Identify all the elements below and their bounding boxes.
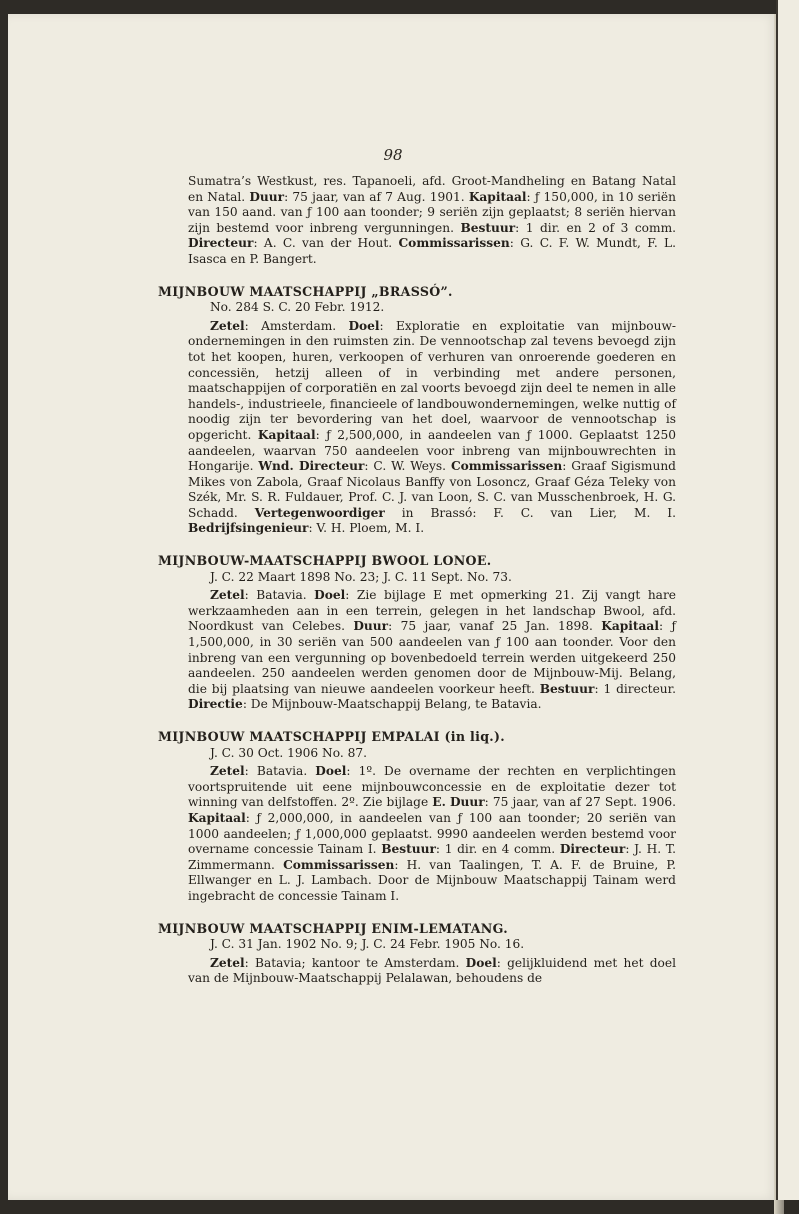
text-run: : J. H. T. Zimmermann.	[188, 842, 676, 872]
text-run: : 1 dir. en 2 of 3 comm.	[515, 220, 677, 235]
entry-meta: No. 284 S. C. 20 Febr. 1912.	[210, 300, 385, 315]
entry-heading-enim-lematang: MIJNBOUW MAATSCHAPPIJ ENIM-LEMATANG.	[158, 920, 508, 936]
text-run: : Zie bijlage E met opmerking 21. Zij vangt hare werkzaamheden aan in een terrein, gelegen in het landschap Bwool, afd. Noordkust van Celebes.	[188, 588, 676, 634]
text-run: : 75 jaar, vanaf 25 Jan. 1898.	[388, 619, 602, 634]
label-bestuur: Bestuur	[539, 681, 595, 696]
book-page	[8, 14, 778, 1200]
entry-body-bwool-lonoe	[188, 588, 676, 713]
text-run: : Graaf Sigismund Mikes von Zabola, Graaf Nicolaus Banffy von Losoncz, Graaf Géza Teleky von Szék, Mr. S. R. Fuldauer, Prof. C. J. van Loon, S. C. van Musschenbroek, H. G. Schadd.	[188, 459, 676, 520]
label-kapitaal: Kapitaal	[468, 189, 527, 204]
text-run: : gelijkluidend met het doel van de Mijnbouw-Maatschappij Pelalawan, behoudens de	[188, 955, 677, 986]
text-run: Sumatra’s Westkust, res. Tapanoeli, afd. Groot-Mandheling en Batang Natal en Natal.	[188, 174, 676, 204]
label-wnd-directeur: Wnd. Directeur	[258, 459, 365, 474]
label-bedrijfsingenieur: Bedrijfsingenieur	[188, 521, 309, 536]
text-run: : ƒ 2,500,000, in aandeelen van ƒ 1000. Geplaatst 1250 aandeelen, waarvan 750 aandeelen voor inbreng van mijnbouwrechten in Hongarije.	[188, 427, 676, 474]
label-zetel: Zetel	[210, 764, 245, 779]
label-bestuur: Bestuur	[381, 842, 436, 857]
entry-heading-empalai: MIJNBOUW MAATSCHAPPIJ EMPALAI (in liq.).	[158, 729, 505, 744]
text-run: : Batavia; kantoor te Amsterdam.	[244, 955, 466, 970]
label-kapitaal: Kapitaal	[601, 619, 659, 634]
label-doel: Doel	[315, 764, 347, 779]
entry-heading-brasso: MIJNBOUW MAATSCHAPPIJ „BRASSÓ”.	[158, 283, 453, 299]
entry-body-enim-lematang	[188, 956, 676, 987]
label-commissarissen: Commissarissen	[283, 857, 395, 872]
label-duur: Duur	[353, 619, 389, 634]
label-doel: Doel	[314, 588, 346, 603]
label-bijlage-e: E.	[432, 795, 446, 810]
label-commissarissen: Commissarissen	[398, 236, 510, 251]
label-vertegenwoordiger: Vertegenwoordiger	[254, 505, 385, 520]
text-run: : Batavia.	[244, 588, 315, 603]
label-zetel: Zetel	[210, 955, 245, 970]
entry-meta: J. C. 31 Jan. 1902 No. 9; J. C. 24 Febr. 1905 No. 16.	[210, 937, 525, 952]
text-run: : C. W. Weys.	[364, 459, 451, 474]
text-run: : ƒ 2,000,000, in aandeelen van ƒ 100 aan toonder; 20 seriën van 1000 aandeelen; ƒ 1,000,000 geplaatst. 9990 aandeelen werden bestemd voor overname concessie Tainam I.	[188, 810, 676, 857]
entry-body-brasso	[188, 319, 676, 537]
page-number: 98	[383, 146, 403, 164]
intro-paragraph	[188, 174, 676, 268]
text-run: : G. C. F. W. Mundt, F. L. Isasca en P. Bangert.	[188, 236, 677, 266]
label-bestuur: Bestuur	[460, 220, 516, 235]
page-content	[158, 174, 677, 987]
text-run: : De Mijnbouw-Maatschappij Belang, te Batavia.	[242, 697, 542, 712]
label-doel: Doel	[348, 318, 380, 333]
entry-meta: J. C. 22 Maart 1898 No. 23; J. C. 11 Sept. No. 73.	[210, 569, 512, 584]
entry-meta: J. C. 30 Oct. 1906 No. 87.	[210, 745, 367, 760]
text-run: : H. van Taalingen, T. A. F. de Bruine, P. Ellwanger en L. J. Lambach. Door de Mijnbouw Maatschappij Tainam werd ingebracht de concessie Tainam I.	[188, 857, 676, 903]
label-directie: Directie	[188, 697, 243, 712]
text-run: : Amsterdam.	[244, 318, 349, 333]
entry-body-empalai	[188, 764, 676, 904]
label-zetel: Zetel	[210, 588, 245, 603]
text-run: : A. C. van der Hout.	[253, 236, 399, 251]
text-run: : 1º. De overname der rechten en verplichtingen voortspruitende uit eene mijnbouwconcessie en de exploitatie dezer tot winning van delfstoffen. 2º. Zie bijlage	[188, 764, 676, 810]
text-run: in Brassó: F. C. van Lier, M. I.	[384, 505, 676, 520]
text-run: : ƒ 1,500,000, in 30 seriën van 500 aandeelen van ƒ 100 aan toonder. Voor den inbreng van een vergunning op bovenbedoeld terrein werden uitgekeerd 250 aandeelen. 250 aandeelen werden genomen door de Mijnbouw-Mij. Belang, die bij plaatsing van nieuwe aandeelen voorkeur heeft.	[188, 619, 676, 696]
label-commissarissen: Commissarissen	[450, 459, 563, 474]
label-directeur: Directeur	[188, 236, 254, 251]
text-run: : 1 dir. en 4 comm.	[435, 842, 560, 857]
label-kapitaal: Kapitaal	[188, 810, 246, 825]
label-zetel: Zetel	[210, 318, 245, 333]
label-directeur: Directeur	[559, 842, 626, 857]
text-run: : Exploratie en exploitatie van mijnbouw-ondernemingen in den ruimsten zin. De vennootschap zal tevens bevoegd zijn tot het koopen, huren, verkoopen of verhuren van onroerende goederen en concessiën, hetzij alleen of in verbinding met andere personen, maatschappijen of corporatiën en zal voorts bevoegd zijn deel te nemen in alle handels-, industrieele, financieele of landbouwondernemingen, welke nuttig of noodig zijn ter bevordering van het doel, waarvoor de vennootschap is opgericht.	[188, 318, 676, 442]
label-duur: Duur	[249, 189, 285, 204]
label-kapitaal: Kapitaal	[257, 427, 316, 442]
text-run: : 75 jaar, van af 27 Sept. 1906.	[484, 795, 676, 810]
entry-heading-bwool-lonoe: MIJNBOUW-MAATSCHAPPIJ BWOOL LONOE.	[158, 553, 492, 569]
label-doel: Doel	[465, 955, 497, 970]
label-duur: Duur	[449, 795, 485, 810]
text-run: : 1 directeur.	[594, 681, 676, 696]
text-run: : 75 jaar, van af 7 Aug. 1901.	[284, 189, 469, 204]
text-run: : Batavia.	[244, 764, 316, 779]
text-run: : ƒ 150,000, in 10 seriën van 150 aand. van ƒ 100 aan toonder; 9 seriën zijn geplaatst; 8 seriën hiervan zijn bestemd voor inbreng vergunningen.	[188, 189, 676, 235]
next-page-edge	[776, 0, 799, 1200]
text-run: : V. H. Ploem, M. I.	[308, 521, 425, 536]
